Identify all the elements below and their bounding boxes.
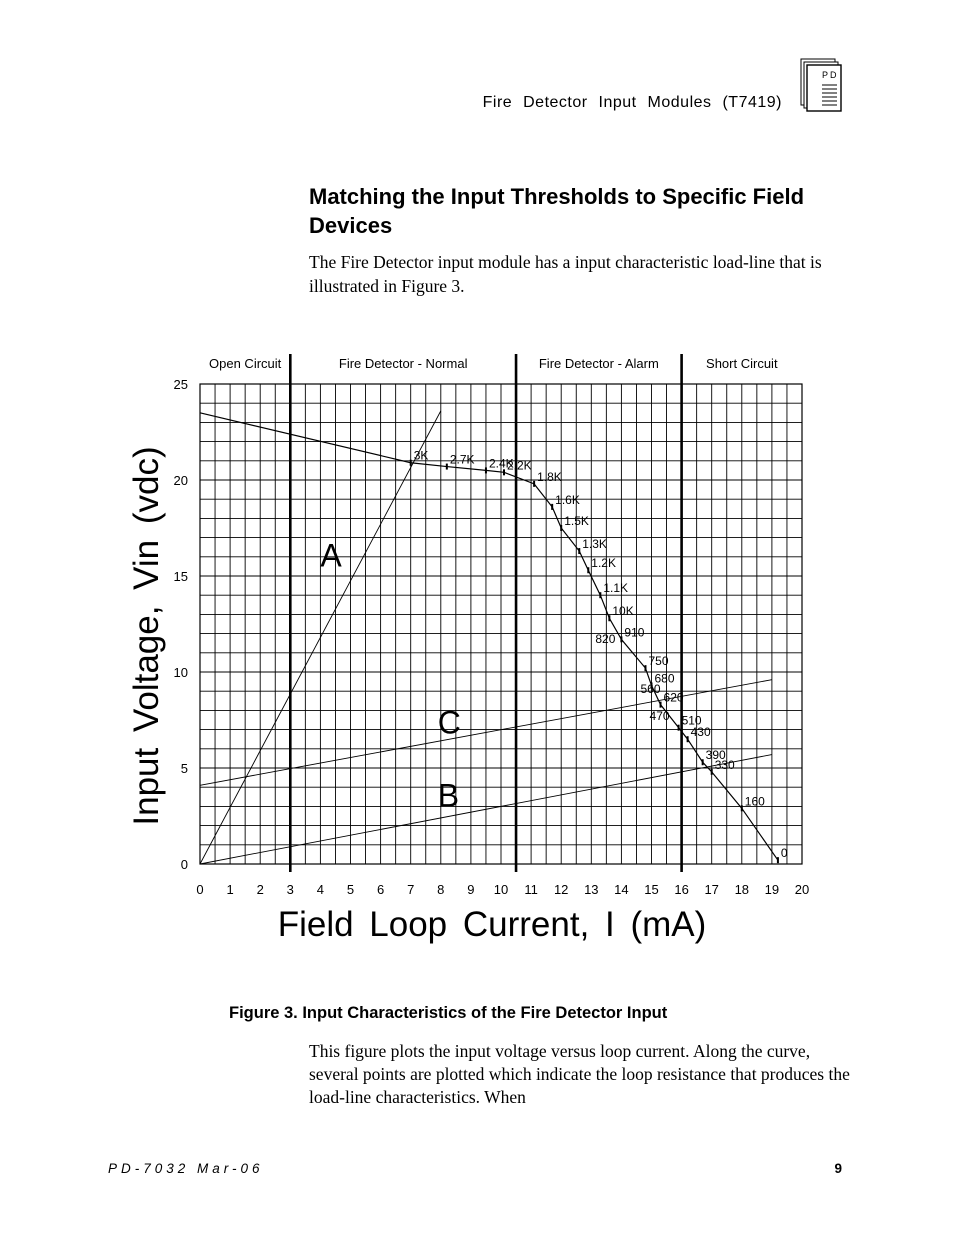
figure-caption: Figure 3. Input Characteristics of the Fire Detector Input — [229, 1004, 668, 1022]
x-tick-label: 17 — [704, 882, 719, 897]
x-tick-label: 19 — [764, 882, 780, 897]
resistance-label: 2.4K — [488, 456, 514, 471]
chart-series — [200, 411, 788, 864]
resistance-label: 560 — [640, 682, 661, 697]
x-tick-label: 11 — [524, 882, 538, 897]
line-label-C: C — [437, 704, 461, 741]
y-tick-label: 5 — [180, 761, 188, 776]
x-tick-label: 5 — [346, 882, 355, 897]
x-tick-label: 3 — [286, 882, 294, 897]
x-tick-label: 16 — [674, 882, 689, 897]
resistance-label: 750 — [648, 654, 669, 669]
x-tick-label: 0 — [196, 882, 204, 897]
y-tick-label: 0 — [180, 857, 188, 872]
resistance-label: 160 — [744, 794, 765, 809]
resistance-label: 1.8K — [537, 469, 562, 484]
resistance-label: 430 — [690, 725, 711, 740]
resistance-label: 390 — [705, 748, 726, 763]
x-tick-label: 12 — [553, 882, 569, 897]
x-tick-label: 2 — [256, 882, 264, 897]
x-tick-label: 9 — [467, 882, 475, 897]
resistance-label: 620 — [663, 690, 684, 705]
resistance-label: 820 — [595, 632, 616, 647]
x-tick-label: 6 — [376, 882, 385, 897]
region-label: Fire Detector - Normal — [338, 356, 468, 371]
x-tick-label: 20 — [794, 882, 810, 897]
x-tick-label: 15 — [644, 882, 659, 897]
resistance-label: 1.5K — [564, 514, 589, 528]
x-tick-label: 1 — [226, 882, 234, 897]
resistance-label: 1.6K — [555, 492, 580, 507]
x-tick-label: 13 — [584, 882, 599, 897]
resistance-label: 1.2K — [591, 556, 616, 571]
y-tick-label: 10 — [173, 665, 188, 680]
chart-ticks — [174, 377, 810, 897]
input-characteristics-chart — [0, 340, 954, 960]
x-tick-label: 8 — [437, 882, 445, 897]
footer-document-id: PD-7032 Mar-06 — [108, 1161, 264, 1176]
resistance-label: 0 — [780, 846, 788, 861]
x-axis-label: Field Loop Current, I (mA) — [277, 905, 707, 944]
resistance-label: 910 — [624, 625, 645, 640]
y-tick-label: 25 — [173, 377, 188, 392]
section-heading: Matching the Input Thresholds to Specific Field Devices — [309, 184, 805, 238]
resistance-label: 1.1K — [603, 581, 629, 596]
y-tick-label: 15 — [173, 569, 188, 584]
resistance-label: 2.7K — [449, 452, 475, 467]
resistance-label: 470 — [649, 709, 670, 723]
pd-logo-text: PD — [822, 70, 839, 80]
x-tick-label: 18 — [734, 882, 750, 897]
x-tick-label: 10 — [493, 882, 509, 897]
line-label-B: B — [437, 777, 460, 814]
body-paragraph: This figure plots the input voltage versus loop current. Along the curve, several points are plotted which indicate the loop resistance that produces the load-line characteristics. When — [309, 1041, 850, 1107]
resistance-label: 510 — [681, 713, 702, 728]
resistance-label: 10K — [612, 604, 634, 619]
resistance-label: 330 — [714, 757, 735, 772]
x-tick-label: 14 — [614, 882, 629, 897]
line-label-A: A — [320, 537, 342, 574]
resistance-label: 1.3K — [582, 537, 607, 552]
region-label: Fire Detector - Alarm — [538, 356, 659, 371]
resistance-label: 3K — [413, 448, 429, 463]
intro-paragraph: The Fire Detector input module has a input characteristic load-line that is illustrated in Figure 3. — [309, 252, 822, 296]
x-tick-label: 7 — [407, 882, 415, 897]
footer-page-number: 9 — [834, 1161, 842, 1176]
region-label: Open Circuit — [209, 356, 282, 371]
x-tick-label: 4 — [316, 882, 325, 897]
header-title: Fire Detector Input Modules (T7419) — [482, 94, 782, 111]
region-label: Short Circuit — [706, 356, 778, 371]
y-tick-label: 20 — [173, 473, 188, 488]
resistance-label: 680 — [654, 671, 675, 686]
y-axis-label: Input Voltage, Vin (vdc) — [127, 446, 166, 826]
chart-regions — [209, 354, 778, 872]
resistance-label: 2.2K — [507, 458, 532, 473]
pd-logo — [800, 58, 844, 114]
